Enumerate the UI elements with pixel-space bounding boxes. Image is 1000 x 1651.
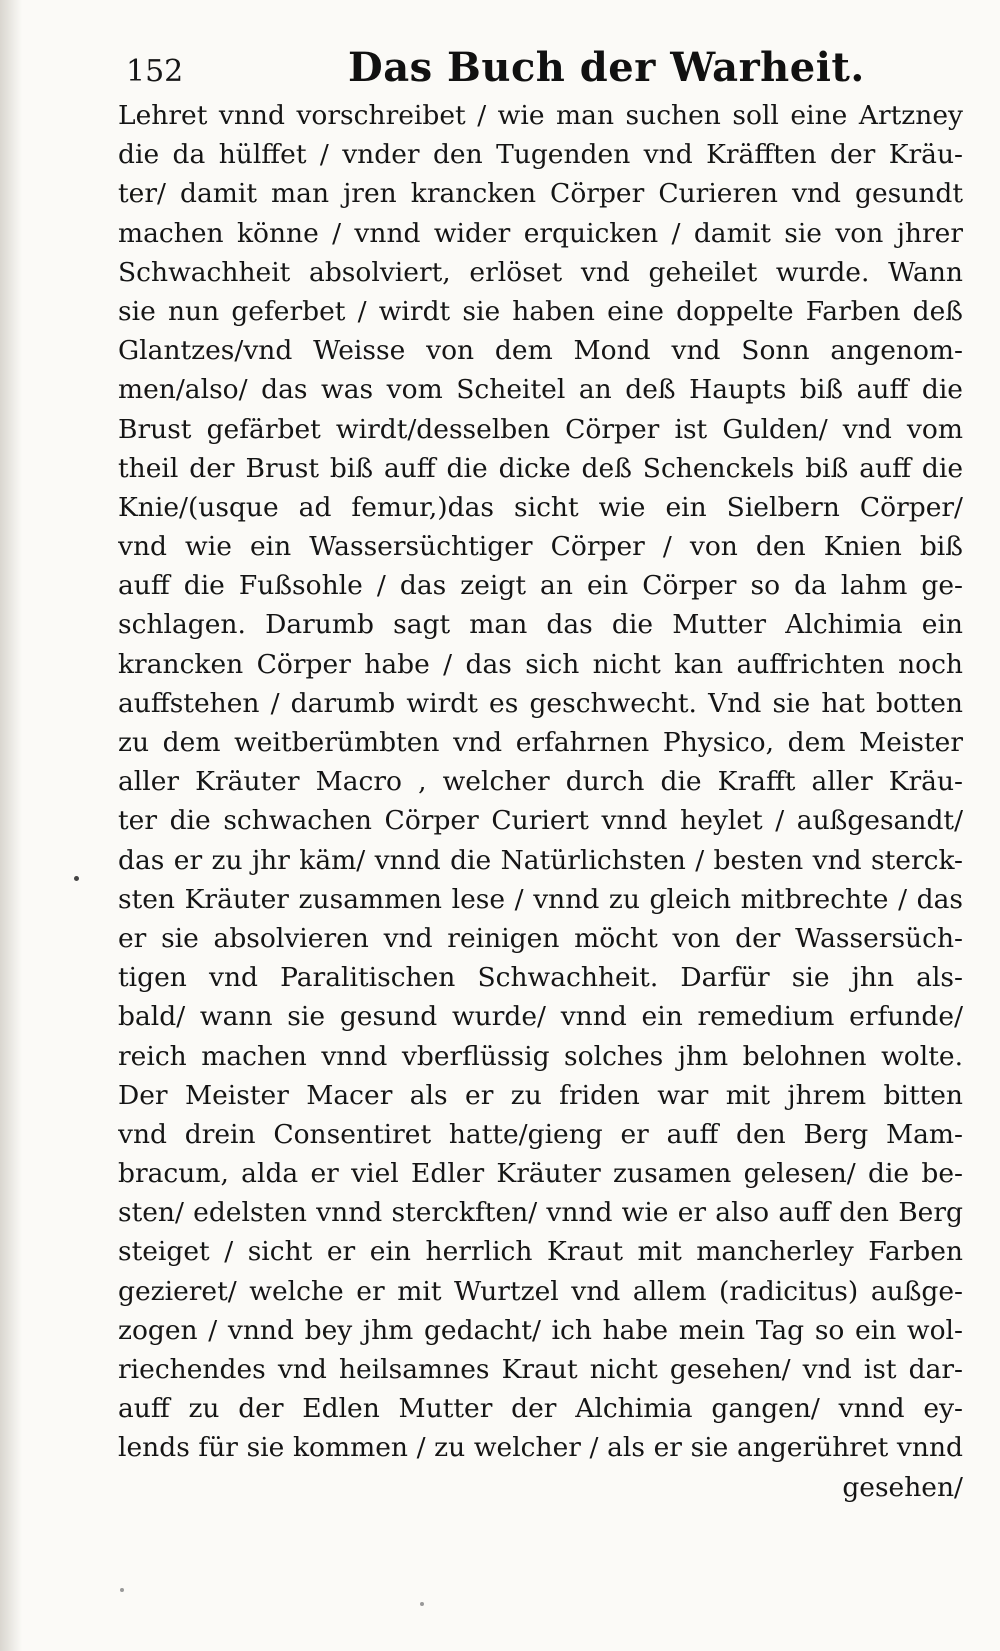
text-line: Schwachheit absolviert, erlöset vnd geheilet wurde. Wann (118, 256, 963, 288)
page-number: 152 (126, 54, 184, 89)
text-line: Brust gefärbet wirdt/desselben Cörper ist Gulden/ vnd vom (118, 413, 963, 445)
text-line: tigen vnd Paralitischen Schwachheit. Darfür sie jhn als- (118, 962, 963, 994)
text-line: steiget / sicht er ein herrlich Kraut mit mancherley Farben (118, 1236, 963, 1268)
ink-speck (120, 1588, 124, 1592)
text-line: machen könne / vnnd wider erquicken / damit sie von jhrer (118, 217, 963, 249)
text-line: zogen / vnnd bey jhm gedacht/ ich habe mein Tag so ein wol- (118, 1314, 963, 1346)
text-line: men/also/ das was vom Scheitel an deß Haupts biß auff die (118, 374, 963, 406)
text-line: auffstehen / darumb wirdt es geschwecht. Vnd sie hat botten (118, 687, 963, 719)
text-line: Lehret vnnd vorschreibet / wie man suchen soll eine Artzney (118, 100, 963, 131)
text-line: vnd drein Consentiret hatte/gieng er auff den Berg Mam- (118, 1118, 963, 1150)
text-line: Der Meister Macer als er zu friden war mit jhrem bitten (118, 1079, 963, 1111)
text-line: krancken Cörper habe / das sich nicht kan auffrichten noch (118, 648, 963, 680)
text-line: theil der Brust biß auff die dicke deß Schenckels biß auff die (118, 452, 963, 484)
margin-mark (74, 876, 79, 881)
body-text (118, 96, 963, 1507)
text-line: auff die Fußsohle / das zeigt an ein Cörper so da lahm ge- (118, 570, 963, 602)
ink-speck (420, 1602, 424, 1606)
text-line: ter die schwachen Cörper Curiert vnnd heylet / außgesandt/ (118, 805, 963, 837)
text-line: sten/ edelsten vnnd sterckften/ vnnd wie er also auff den Berg (118, 1197, 963, 1229)
text-line: riechendes vnd heilsamnes Kraut nicht gesehen/ vnd ist dar- (118, 1354, 963, 1385)
page-header (118, 40, 958, 100)
text-line: sie nun geferbet / wirdt sie haben eine doppelte Farben deß (118, 295, 963, 327)
text-line: lends für sie kommen / zu welcher / als er sie angerühret vnnd (118, 1432, 963, 1464)
text-line: er sie absolvieren vnd reinigen möcht von der Wassersüch- (118, 922, 963, 954)
text-line: auff zu der Edlen Mutter der Alchimia gangen/ vnnd ey- (118, 1393, 963, 1425)
text-line: Glantzes/vnd Weisse von dem Mond vnd Sonn angenom- (118, 335, 963, 367)
text-line: aller Kräuter Macro , welcher durch die Krafft aller Kräu- (118, 766, 963, 798)
running-head: Das Buch der Warheit. (348, 44, 865, 91)
text-line: gezieret/ welche er mit Wurtzel vnd allem (radicitus) außge- (118, 1275, 963, 1307)
text-line: reich machen vnnd vberflüssig solches jhm belohnen wolte. (118, 1040, 963, 1072)
text-line: die da hülffet / vnder den Tugenden vnd Kräfften der Kräu- (118, 139, 963, 171)
text-line: schlagen. Darumb sagt man das die Mutter Alchimia ein (118, 609, 963, 641)
text-line: ter/ damit man jren krancken Cörper Curieren vnd gesundt (118, 178, 963, 210)
catchword: gesehen/ (842, 1471, 963, 1503)
gutter-shadow (0, 0, 22, 1651)
text-line: das er zu jhr käm/ vnnd die Natürlichsten / besten vnd sterck- (118, 844, 963, 876)
text-line: bald/ wann sie gesund wurde/ vnnd ein remedium erfunde/ (118, 1001, 963, 1033)
text-line: sten Kräuter zusammen lese / vnnd zu gleich mitbrechte / das (118, 883, 963, 915)
text-line: bracum, alda er viel Edler Kräuter zusamen gelesen/ die be- (118, 1158, 963, 1190)
text-line: Knie/(usque ad femur,)das sicht wie ein Sielbern Cörper/ (118, 491, 963, 523)
text-line: vnd wie ein Wassersüchtiger Cörper / von den Knien biß (118, 531, 963, 563)
text-line: zu dem weitberümbten vnd erfahrnen Physico, dem Meister (118, 727, 963, 758)
